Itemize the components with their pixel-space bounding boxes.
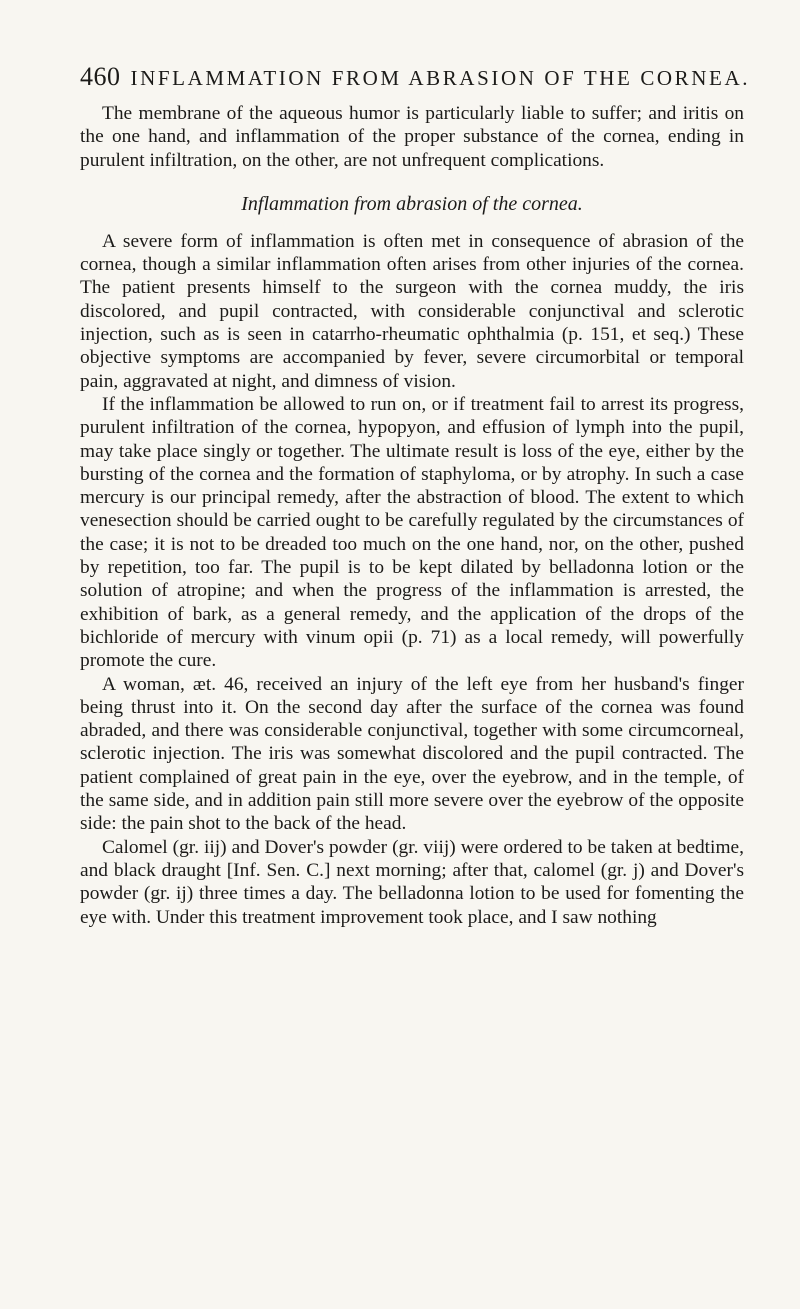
running-title: INFLAMMATION FROM ABRASION OF THE CORNEA.: [130, 66, 751, 90]
paragraph-case-history: A woman, æt. 46, received an injury of the left eye from her husband's finger being thrust into it. On the second day after the surface of the cornea was found abraded, and there was considerable conjunctival, together with some circumcorneal, sclerotic injection. The iris was somewhat discolored and the pupil contracted. The patient complained of great pain in the eye, over the eyebrow, and in the temple, of the same side, and in addition pain still more severe over the eyebrow of the opposite side: the pain shot to the back of the head.: [80, 673, 744, 835]
page-number: 460: [80, 62, 121, 91]
paragraph-intro: The membrane of the aqueous humor is particularly liable to suffer; and iritis on the one hand, and inflammation of the proper substance of the cornea, ending in purulent infiltration, on the other, are not unfrequent complications.: [80, 103, 744, 171]
running-header: [80, 62, 751, 92]
book-page: [80, 62, 751, 929]
paragraph-prescription: Calomel (gr. iij) and Dover's powder (gr. viij) were ordered to be taken at bedtime, and black draught [Inf. Sen. C.] next morning; after that, calomel (gr. j) and Dover's powder (gr. ij) three times a day. The belladonna lotion to be used for fomenting the eye with. Under this treatment improvement took place, and I saw nothing: [80, 836, 744, 928]
section-heading: Inflammation from abrasion of the cornea.: [241, 192, 583, 215]
paragraph-symptoms: A severe form of inflammation is often met in consequence of abrasion of the cornea, though a similar inflammation often arises from other injuries of the cornea. The patient presents himself to the surgeon with the cornea muddy, the iris discolored, and pupil contracted, with considerable conjunctival and sclerotic injection, such as is seen in catarrho-rheumatic ophthalmia (p. 151, et seq.) These objective symptoms are accompanied by fever, severe circumorbital or temporal pain, aggravated at night, and dimness of vision.: [80, 230, 744, 392]
paragraph-treatment: If the inflammation be allowed to run on, or if treatment fail to arrest its progress, purulent infiltration of the cornea, hypopyon, and effusion of lymph into the pupil, may take place singly or together. The ultimate result is loss of the eye, either by the bursting of the cornea and the formation of staphyloma, or by atrophy. In such a case mercury is our principal remedy, after the abstraction of blood. The extent to which venesection should be carried ought to be carefully regulated by the circumstances of the case; it is not to be dreaded too much on the one hand, nor, on the other, pushed by repetition, too far. The pupil is to be kept dilated by belladonna lotion or the solution of atropine; and when the progress of the inflammation is arrested, the exhibition of bark, as a general remedy, and the application of the drops of the bichloride of mercury with vinum opii (p. 71) as a local remedy, will powerfully promote the cure.: [80, 393, 744, 672]
